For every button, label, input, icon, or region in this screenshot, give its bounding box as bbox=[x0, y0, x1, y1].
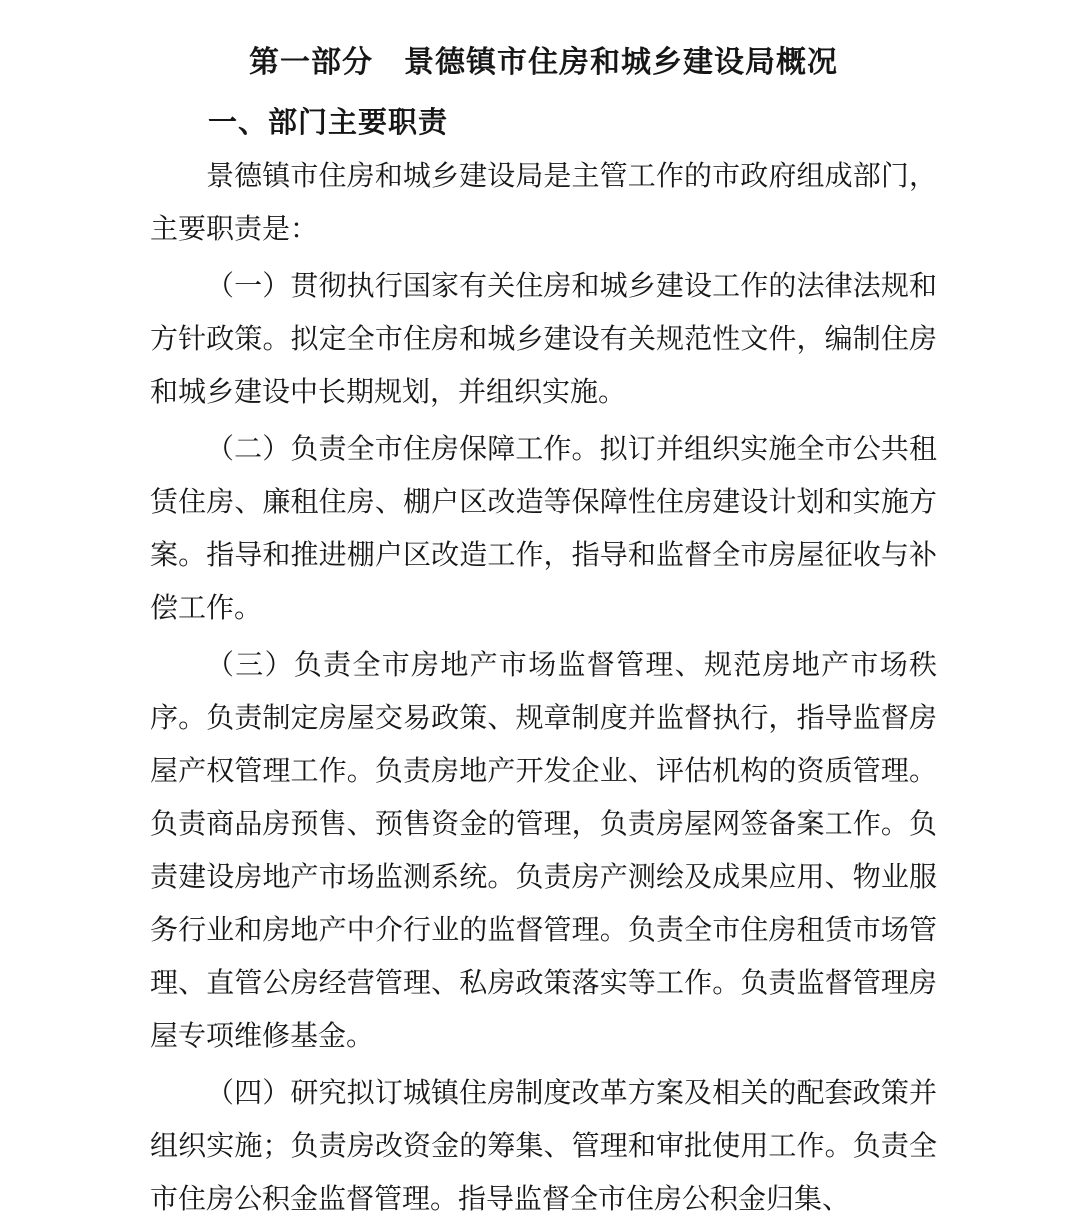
doc-paragraph-duty-1: （一）贯彻执行国家有关住房和城乡建设工作的法律法规和方针政策。拟定全市住房和城乡建设有关规范性文件，编制住房和城乡建设中长期规划，并组织实施。 bbox=[150, 271, 937, 408]
doc-paragraph-duty-3: （三）负责全市房地产市场监督管理、规范房地产市场秩序。负责制定房屋交易政策、规章制度并监督执行，指导监督房屋产权管理工作。负责房地产开发企业、评估机构的资质管理。负责商品房预售、预售资金的管理，负责房屋网签备案工作。负责建设房地产市场监测系统。负责房产测绘及成果应用、物业服务行业和房地产中介行业的监督管理。负责全市住房租赁市场管理、直管公房经营管理、私房政策落实等工作。负责监督管理房屋专项维修基金。 bbox=[150, 650, 937, 1052]
document-title: 第一部分 景德镇市住房和城乡建设局概况 bbox=[249, 46, 838, 79]
doc-paragraph-duty-2: （二）负责全市住房保障工作。拟订并组织实施全市公共租赁住房、廉租住房、棚户区改造等保障性住房建设计划和实施方案。指导和推进棚户区改造工作，指导和监督全市房屋征收与补偿工作。 bbox=[150, 434, 937, 624]
section-heading: 一、部门主要职责 bbox=[208, 107, 449, 139]
doc-paragraph-duty-4: （四）研究拟订城镇住房制度改革方案及相关的配套政策并组织实施；负责房改资金的筹集、管理和审批使用工作。负责全市住房公积金监督管理。指导监督全市住房公积金归集、 bbox=[150, 1078, 937, 1215]
doc-paragraph-intro: 景德镇市住房和城乡建设局是主管工作的市政府组成部门，主要职责是： bbox=[150, 161, 937, 245]
